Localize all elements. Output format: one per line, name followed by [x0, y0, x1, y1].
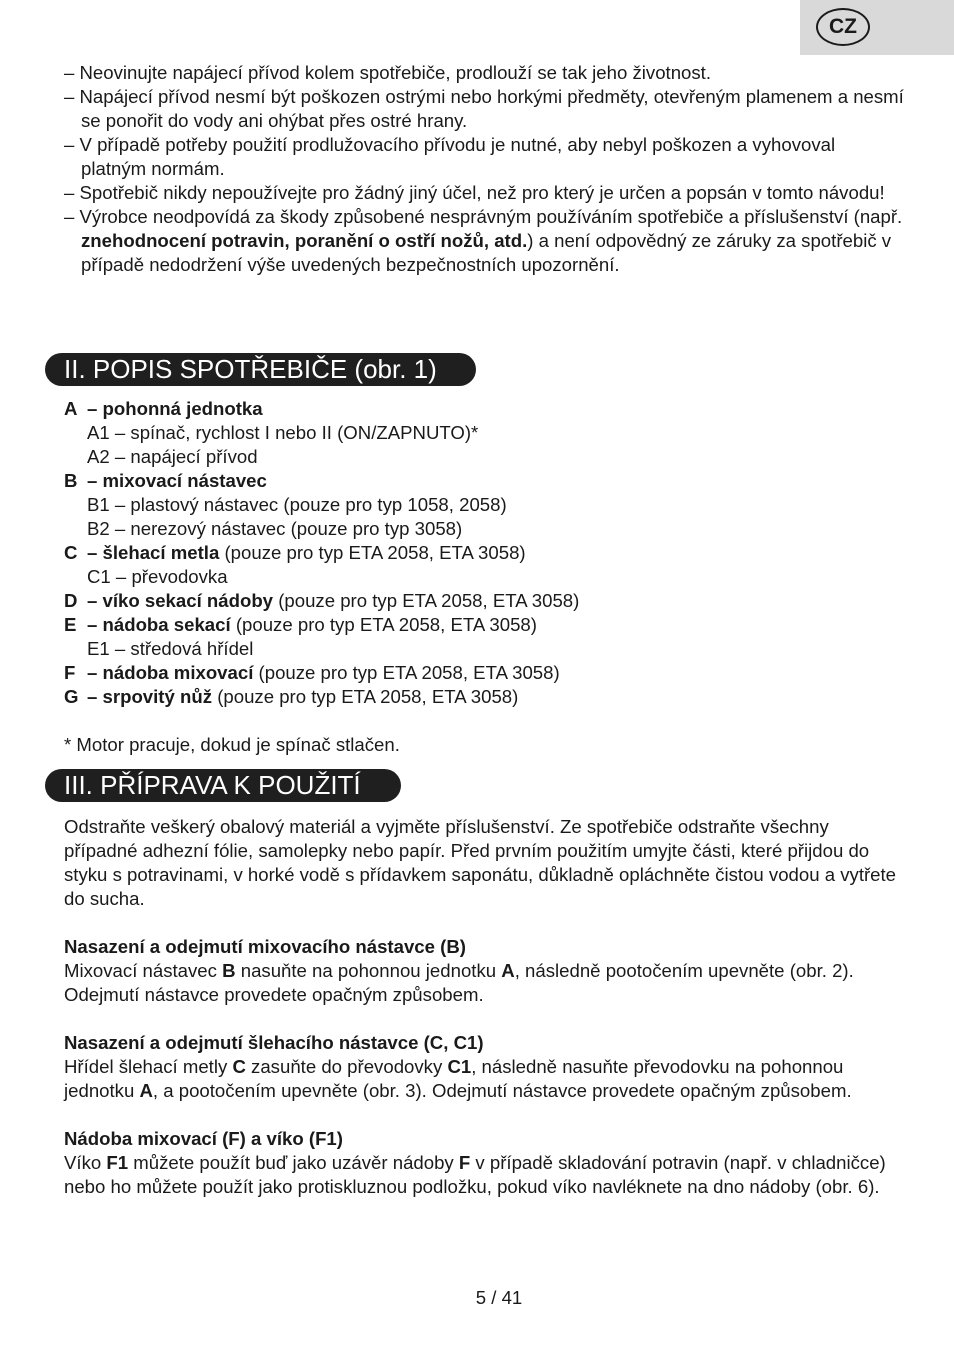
part-f: F – nádoba mixovací (pouze pro typ ETA 2058, ETA 3058) — [64, 662, 560, 683]
mixing-attachment-paragraph: Nasazení a odejmutí mixovacího nástavce (B) Mixovací nástavec B nasuňte na pohonnou jednotku A, následně pootočením upevněte (obr. 2). Odejmutí nástavce provedete opačným způsobem. — [64, 935, 904, 1007]
part-c: C – šlehací metla (pouze pro typ ETA 2058, ETA 3058) — [64, 542, 526, 563]
preparation-section — [64, 815, 904, 1199]
bullet-item: – Spotřebič nikdy nepoužívejte pro žádný jiný účel, než pro který je určen a popsán v tomto návodu! — [64, 182, 885, 203]
safety-bullet-list — [64, 61, 904, 277]
whisk-attachment-paragraph: Nasazení a odejmutí šlehacího nástavce (C, C1) Hřídel šlehací metly C zasuňte do převodovky C1, následně nasuňte převodovku na pohonnou jednotku A, a pootočením upevněte (obr. 3). Odejmutí nástavce provedete opačným způsobem. — [64, 1031, 904, 1103]
part-d: D – víko sekací nádoby (pouze pro typ ETA 2058, ETA 3058) — [64, 590, 580, 611]
part-b2: B2 – nerezový nástavec (pouze pro typ 3058) — [87, 518, 463, 539]
language-tab — [800, 0, 954, 55]
section-heading-preparation: III. PŘÍPRAVA K POUŽITÍ — [45, 769, 401, 802]
part-g: G – srpovitý nůž (pouze pro typ ETA 2058, ETA 3058) — [64, 686, 519, 707]
page-number: 5 / 41 — [475, 1287, 523, 1308]
part-b: B – mixovací nástavec — [64, 470, 267, 491]
mixing-bowl-title: Nádoba mixovací (F) a víko (F1) — [64, 1128, 343, 1149]
bullet-item: – Neovinujte napájecí přívod kolem spotřebiče, prodlouží se tak jeho životnost. — [64, 62, 712, 83]
part-e: E – nádoba sekací (pouze pro typ ETA 2058, ETA 3058) — [64, 614, 537, 635]
section-heading-description: II. POPIS SPOTŘEBIČE (obr. 1) — [45, 353, 476, 386]
mixing-bowl-paragraph: Nádoba mixovací (F) a víko (F1) Víko F1 můžete použít buď jako uzávěr nádoby F v případě skladování potravin (např. v chladničce) nebo ho můžete použít jako protiskluznou podložku, pokud víko navléknete na dno nádoby (obr. 6). — [64, 1127, 904, 1199]
part-a1: A1 – spínač, rychlost I nebo II (ON/ZAPNUTO)* — [87, 422, 479, 443]
part-b1: B1 – plastový nástavec (pouze pro typ 1058, 2058) — [87, 494, 507, 515]
bullet-item: – V případě potřeby použití prodlužovacího přívodu je nutné, aby nebyl poškozen a vyhovoval platným normám. — [64, 134, 836, 179]
motor-footnote: * Motor pracuje, dokud je spínač stlačen. — [64, 734, 400, 755]
part-c1: C1 – převodovka — [87, 566, 228, 587]
bullet-item: – Napájecí přívod nesmí být poškozen ostrými nebo horkými předměty, otevřeným plamenem a nesmí se ponořit do vody ani ohýbat přes ostré hrany. — [64, 86, 904, 131]
part-e1: E1 – středová hřídel — [87, 638, 254, 659]
parts-list — [64, 397, 904, 709]
bullet-item: – Výrobce neodpovídá za škody způsobené nesprávným používáním spotřebiče a příslušenství (např. znehodnocení potravin, poranění o ostří nožů, atd.) a není odpovědný ze záruky za spotřebič v případě nedodržení výše uvedených bezpečnostních upozornění. — [64, 206, 903, 275]
whisk-attachment-title: Nasazení a odejmutí šlehacího nástavce (C, C1) — [64, 1032, 484, 1053]
preparation-intro: Odstraňte veškerý obalový materiál a vyjměte příslušenství. Ze spotřebiče odstraňte všechny případné adhezní fólie, samolepky nebo papír. Před prvním použitím umyjte části, které přijdou do styku s potravinami, v horké vodě s přídavkem saponátu, důkladně opláchněte čistou vodou a vytřete do sucha. — [64, 816, 897, 909]
part-a: A – pohonná jednotka — [64, 398, 263, 419]
mixing-attachment-title: Nasazení a odejmutí mixovacího nástavce (B) — [64, 936, 466, 957]
language-badge: CZ — [816, 8, 870, 46]
part-a2: A2 – napájecí přívod — [87, 446, 258, 467]
